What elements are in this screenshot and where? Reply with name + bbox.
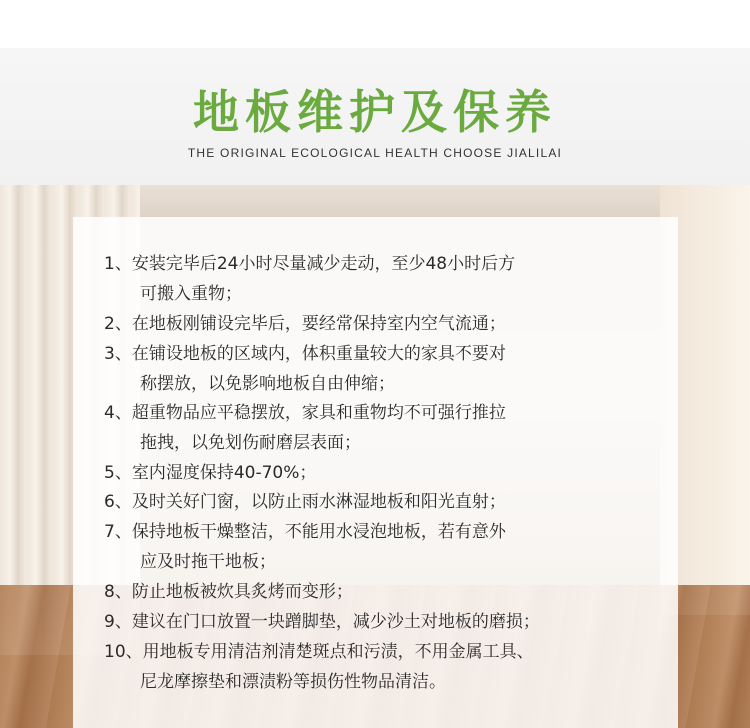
tip-1-line-1: 1、安装完毕后24小时尽量减少走动，至少48小时后方 xyxy=(104,254,516,274)
tip-2-line-1: 2、在地板刚铺设完毕后，要经常保持室内空气流通； xyxy=(104,314,506,334)
tip-6-line-1: 6、及时关好门窗，以防止雨水淋湿地板和阳光直射； xyxy=(104,492,506,512)
tip-3-line-1: 3、在铺设地板的区域内，体积重量较大的家具不要对 xyxy=(104,344,506,364)
tip-5-line-1: 5、室内湿度保持40-70%； xyxy=(104,463,317,483)
tip-4-line-2: 拖拽，以免划伤耐磨层表面； xyxy=(140,433,361,453)
tip-4-line-1: 4、超重物品应平稳摆放，家具和重物均不可强行推拉 xyxy=(104,403,506,423)
tip-1-line-2: 可搬入重物； xyxy=(140,284,242,304)
tip-10-line-2: 尼龙摩擦垫和漂渍粉等损伤性物品清洁。 xyxy=(140,672,446,692)
page-title: 地板维护及保养 xyxy=(193,85,557,139)
tip-3-line-2: 称摆放，以免影响地板自由伸缩； xyxy=(140,374,395,394)
tip-7-line-2: 应及时拖干地板； xyxy=(140,552,276,572)
tip-8-line-1: 8、防止地板被炊具炙烤而变形； xyxy=(104,582,353,602)
tip-9-line-1: 9、建议在门口放置一块蹭脚垫，减少沙土对地板的磨损； xyxy=(104,612,540,632)
tip-10-line-1: 10、用地板专用清洁剂清楚斑点和污渍，不用金属工具、 xyxy=(104,642,534,662)
tip-7-line-1: 7、保持地板干燥整洁，不能用水浸泡地板，若有意外 xyxy=(104,522,506,542)
top-margin xyxy=(0,0,750,48)
page-subtitle: THE ORIGINAL ECOLOGICAL HEALTH CHOOSE JIALILAI xyxy=(187,146,563,160)
